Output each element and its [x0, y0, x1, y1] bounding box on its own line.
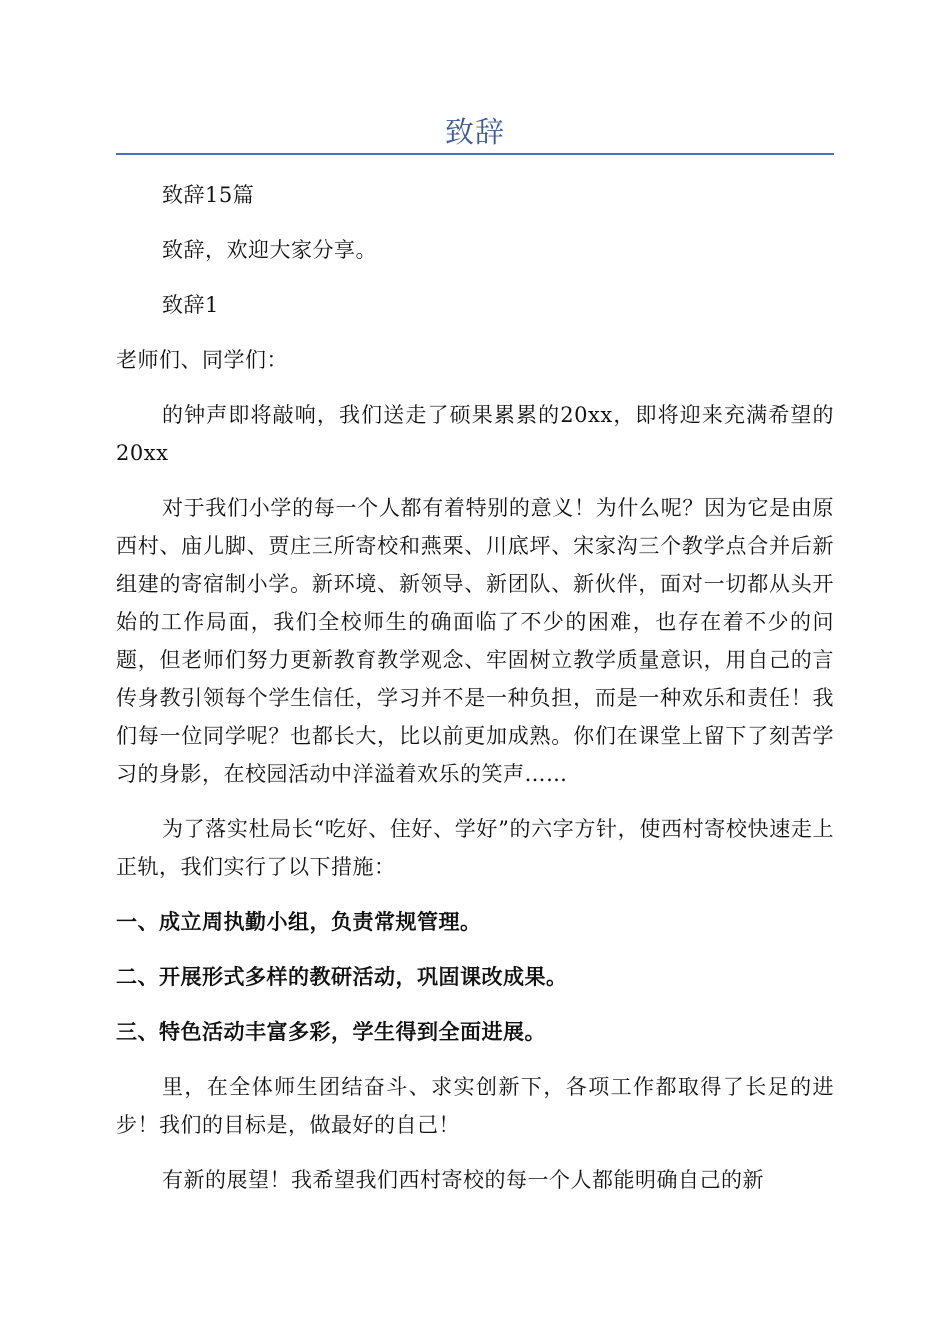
salutation: 老师们、同学们： — [116, 348, 288, 372]
measure-item: 一、成立周执勤小组，负责常规管理。 — [116, 909, 482, 934]
document-body — [116, 176, 834, 1199]
measure-item: 二、开展形式多样的教研活动，巩固课改成果。 — [116, 964, 568, 989]
section-heading: 致辞1 — [162, 293, 219, 317]
body-paragraph: 有新的展望！我希望我们西村寄校的每一个人都能明确自己的新 — [162, 1168, 764, 1192]
title-underline — [116, 153, 834, 155]
measure-item: 三、特色活动丰富多彩，学生得到全面进展。 — [116, 1019, 546, 1044]
subtitle-paragraph: 致辞15篇 — [162, 183, 255, 207]
intro-paragraph: 致辞，欢迎大家分享。 — [162, 238, 377, 262]
body-paragraph: 对于我们小学的每一个人都有着特别的意义！为什么呢？因为它是由原西村、庙儿脚、贾庄三所寄校和燕栗、川底坪、宋家沟三个教学点合并后新组建的寄宿制小学。新环境、新领导、新团队、新伙伴，面对一切都从头开始的工作局面，我们全校师生的确面临了不少的困难，也存在着不少的问题，但老师们努力更新教育教学观念、牢固树立教学质量意识，用自己的言传身教引领每个学生信任，学习并不是一种负担，而是一种欢乐和责任！我们每一位同学呢？也都长大，比以前更加成熟。你们在课堂上留下了刻苦学习的身影，在校园活动中洋溢着欢乐的笑声…… — [116, 496, 834, 786]
document-title: 致辞 — [444, 115, 505, 149]
body-paragraph: 为了落实杜局长“吃好、住好、学好”的六字方针，使西村寄校快速走上正轨，我们实行了以下措施： — [116, 817, 834, 879]
body-paragraph: 里，在全体师生团结奋斗、求实创新下，各项工作都取得了长足的进步！我们的目标是，做最好的自己！ — [116, 1075, 834, 1137]
body-paragraph: 的钟声即将敲响，我们送走了硕果累累的20xx，即将迎来充满希望的20xx — [116, 403, 834, 465]
